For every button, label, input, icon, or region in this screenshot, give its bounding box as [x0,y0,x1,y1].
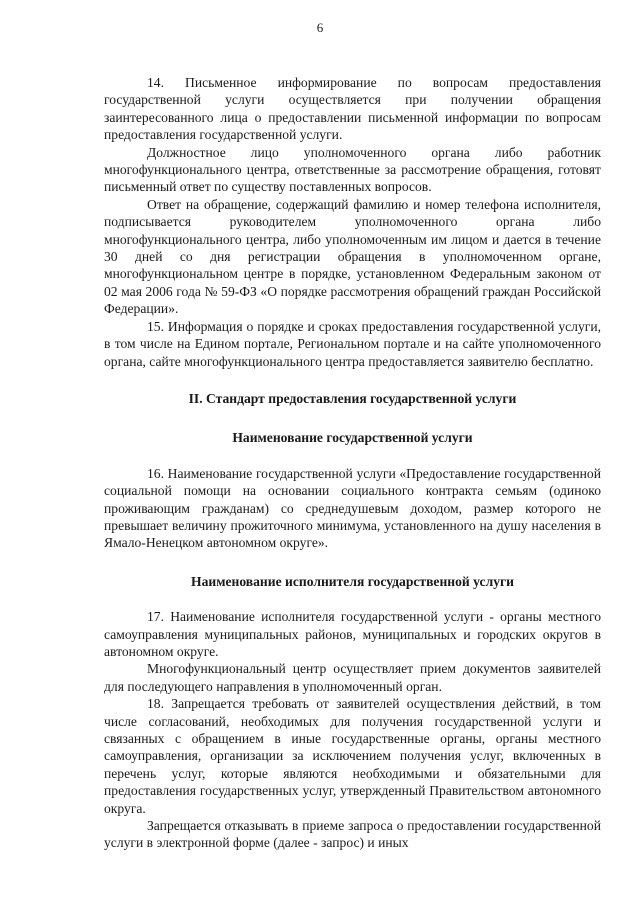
paragraph-mfc: Многофункциональный центр осуществляет прием документов заявителей для последующего направления в уполномоченный орган. [104,661,601,694]
paragraph-16: 16. Наименование государственной услуги «Предоставление государственной социальной помощи на основании социального контракта семьям (одиноко проживающим гражданам) со среднедушевым доходом, размер которого не превышает величину прожиточного минимума, установленного на душу населения в Ямало-Ненецком автономном округе». [104,465,601,551]
paragraph-14: 14. Письменное информирование по вопросам предоставления государственной услуги осуществляется при получении обращения заинтересованного лица о предоставлении письменной информации по вопросам предоставления государственной услуги. [104,75,601,143]
subheading-service-name: Наименование государственной услуги [232,430,473,446]
paragraph-15: 15. Информация о порядке и сроках предоставления государственной услуги, в том числе на Едином портале, Региональном портале и на сайте уполномоченного органа, сайте многофункционального центра предоставляется заявителю бесплатно. [104,318,601,369]
document-body [104,74,601,852]
paragraph-response-signature: Ответ на обращение, содержащий фамилию и номер телефона исполнителя, подписывается руководителем уполномоченного органа либо многофункционального центра, либо уполномоченным им лицом и дается в течение 30 дней со дня регистрации обращения в уполномоченном органе, многофункциональном центре в порядке, установленном Федеральным законом от 02 мая 2006 года № 59-ФЗ «О порядке рассмотрения обращений граждан Российской Федерации». [104,196,601,317]
paragraph-18: 18. Запрещается требовать от заявителей осуществления действий, в том числе согласований, необходимых для получения государственной услуги и связанных с обращением в иные государственные органы, органы местного самоуправления, организации за исключением получения услуг, включенных в перечень услуг, которые являются необходимыми и обязательными для предоставления государственных услуг, утвержденный Правительством автономного округа. [104,696,601,816]
paragraph-17: 17. Наименование исполнителя государственной услуги - органы местного самоуправления муниципальных районов, муниципальных и городских округов в автономном округе. [104,609,601,659]
subheading-service-executor: Наименование исполнителя государственной услуги [191,573,514,589]
paragraph-official-response: Должностное лицо уполномоченного органа либо работник многофункционального центра, ответственные за рассмотрение обращения, готовят письменный ответ по существу поставленных вопросов. [104,144,601,195]
page-number: 6 [316,20,324,35]
paragraph-refusal: Запрещается отказывать в приеме запроса о предоставлении государственной услуги в электронной форме (далее - запрос) и иных [104,818,601,851]
section-heading: II. Стандарт предоставления государственной услуги [188,390,517,406]
